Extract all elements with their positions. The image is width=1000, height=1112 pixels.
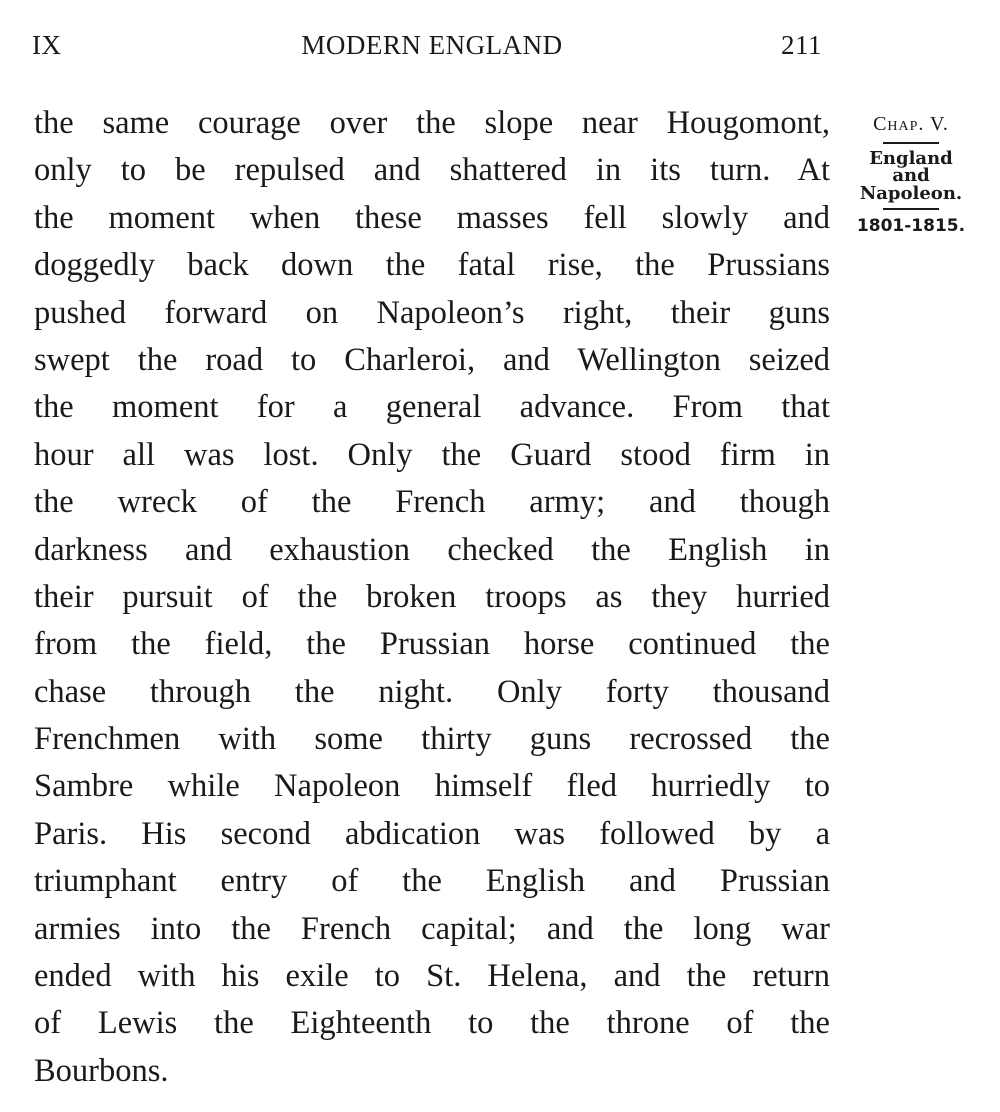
margin-topic-england: England [869,148,953,169]
text-line: Frenchmen with some thirty guns recrossed the [34,721,830,758]
body-paragraph [34,100,830,1095]
running-head [32,30,832,66]
text-line: armies into the French capital; and the long war [34,910,830,947]
text-line: triumphant entry of the English and Prussian [34,863,830,900]
text-line: the moment when these masses fell slowly and [34,199,830,236]
page-number: 211 [781,30,822,60]
text-line: Sambre while Napoleon himself fled hurriedly to [34,768,830,805]
text-line: ended with his exile to St. Helena, and the return [34,958,830,995]
text-line: the wreck of the French army; and though [34,484,830,521]
margin-dates: 1801-1815. [856,216,966,236]
text-line: only to be repulsed and shattered in its turn. At [34,152,830,189]
margin-chapter-label: Chap. V. [873,113,949,135]
margin-rule [883,142,939,144]
text-line: hour all was lost. Only the Guard stood firm in [34,436,830,473]
text-line: darkness and exhaustion checked the English in [34,531,830,568]
text-line: doggedly back down the fatal rise, the Prussians [34,247,830,284]
text-line: Paris. His second abdication was followed by a [34,815,830,852]
text-line: swept the road to Charleroi, and Wellington seized [34,341,830,378]
text-line-last: Bourbons. [34,1052,169,1089]
chapter-numeral: IX [32,30,62,60]
text-line: pushed forward on Napoleon’s right, their guns [34,294,830,331]
text-line: their pursuit of the broken troops as they hurried [34,578,830,615]
margin-notes [852,110,970,238]
margin-topic-napoleon: Napoleon. [859,183,963,204]
text-line: chase through the night. Only forty thousand [34,673,830,710]
book-title: MODERN ENGLAND [301,30,563,60]
text-line: the moment for a general advance. From that [34,389,830,426]
text-line: the same courage over the slope near Hougomont, [34,105,830,141]
margin-rule [883,208,939,210]
text-line: of Lewis the Eighteenth to the throne of the [34,1005,830,1042]
margin-topic-and: and [892,165,930,186]
text-line: from the field, the Prussian horse continued the [34,626,830,663]
